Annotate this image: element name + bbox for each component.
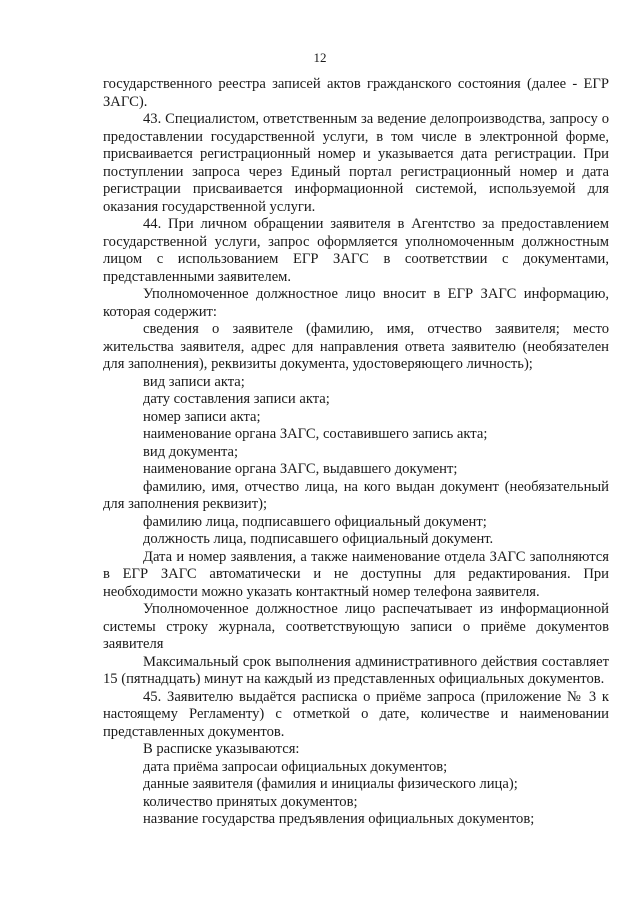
list-item: вид записи акта;	[143, 373, 245, 390]
list-item: должность лица, подписавшего официальный документ.	[143, 531, 494, 547]
paragraph-44: 44. При личном обращении заявителя в Агентство за предоставлением государственной услуги, запрос оформляется уполномоченным должностным лицом с использованием ЕГР ЗАГС в соответствии с документами, представленными заявителем.	[103, 216, 609, 285]
list-heading: В расписке указываются:	[143, 741, 300, 757]
list-item: количество принятых документов;	[143, 793, 358, 810]
list-item: вид документа;	[143, 443, 239, 460]
paragraph-print-journal: Уполномоченное должностное лицо распечатывает из информационной системы строку журнала, соответствующую записи о приёме документов заявителя	[103, 601, 609, 652]
list-item: данные заявителя (фамилия и инициалы физического лица);	[143, 776, 518, 792]
list-item: наименование органа ЗАГС, составившего запись акта;	[143, 426, 488, 442]
list-item: номер записи акта;	[143, 408, 261, 425]
list-item: сведения о заявителе (фамилию, имя, отчество заявителя; место жительства заявителя, адрес для направления ответа заявителю (необязателен для заполнения), реквизиты документа, удостоверяющего личность);	[103, 321, 609, 372]
list-item: название государства предъявления официальных документов;	[143, 811, 535, 827]
list-item: наименование органа ЗАГС, выдавшего документ;	[143, 461, 458, 477]
paragraph-date-number: Дата и номер заявления, а также наименование отдела ЗАГС заполняются в ЕГР ЗАГС автоматически и не доступны для редактирования. При необходимости можно указать контактный номер телефона заявителя.	[103, 548, 609, 600]
paragraph-43: 43. Специалистом, ответственным за ведение делопроизводства, запросу о предоставлении государственной услуги, в том числе в электронной форме, присваивается регистрационный номер и указывается дата регистрации. При поступлении запроса через Единый портал регистрационный номер и дата регистрации присваивается информационной системой, используемой для оказания государственной услуги.	[103, 111, 609, 215]
list-item: фамилию лица, подписавшего официальный документ;	[143, 513, 487, 530]
paragraph-official-enters: Уполномоченное должностное лицо вносит в ЕГР ЗАГС информацию, которая содержит:	[103, 286, 609, 320]
paragraph-egr-continuation: государственного реестра записей актов гражданского состояния (далее - ЕГР ЗАГС).	[103, 76, 609, 110]
list-item: фамилию, имя, отчество лица, на кого выдан документ (необязательный для заполнения реквизит);	[103, 478, 609, 512]
paragraph-45: 45. Заявителю выдаётся расписка о приёме запроса (приложение № 3 к настоящему Регламенту) с отметкой о дате, количестве и наименовании представленных документов.	[103, 688, 609, 740]
list-item: дата приёма запросаи официальных документов;	[143, 758, 448, 775]
document-body	[103, 76, 609, 829]
paragraph-max-time: Максимальный срок выполнения административного действия составляет 15 (пятнадцать) минут на каждый из представленных официальных документов.	[103, 653, 609, 687]
page-number: 12	[313, 50, 327, 65]
list-item: дату составления записи акта;	[143, 391, 330, 407]
